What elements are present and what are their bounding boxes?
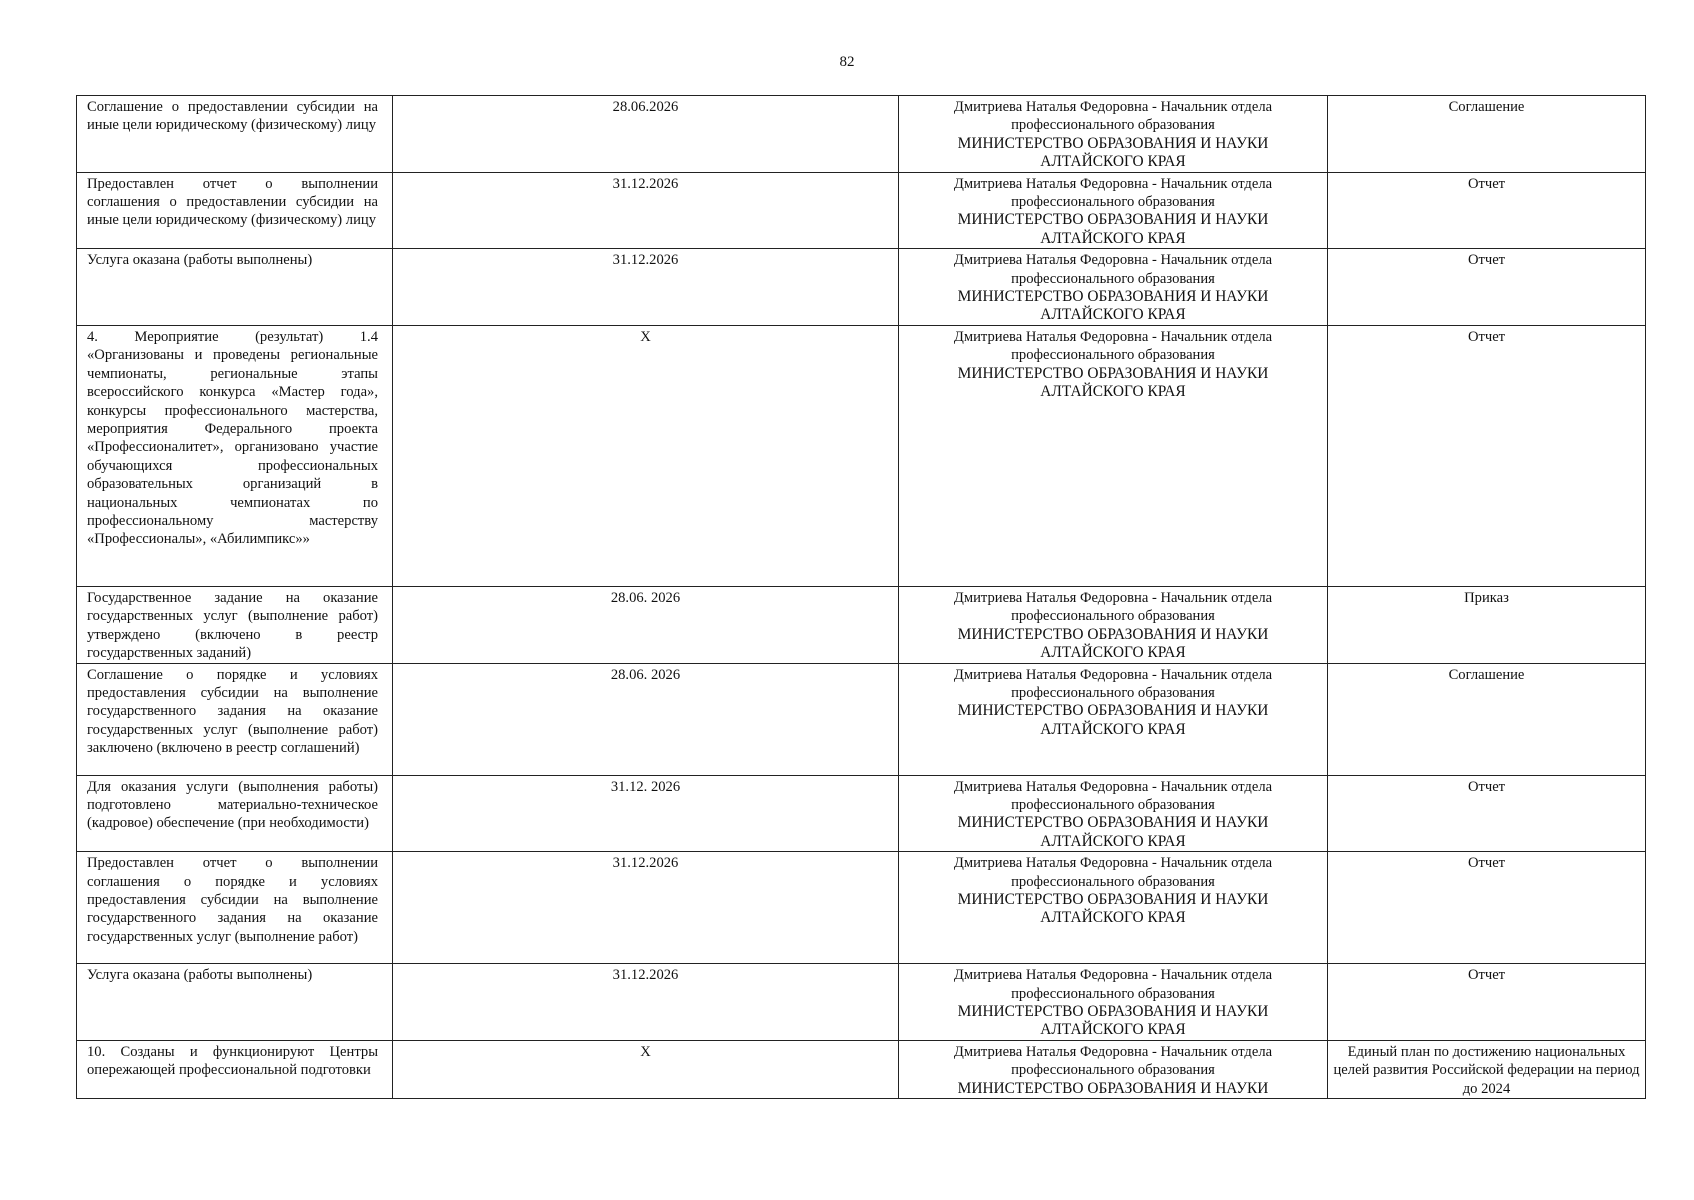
- date-cell: 28.06. 2026: [393, 586, 899, 663]
- responsible-organization: МИНИСТЕРСТВО ОБРАЗОВАНИЯ И НАУКИ: [957, 364, 1269, 382]
- description-cell: 10. Созданы и функционируют Центры опережающей профессиональной подготовки: [77, 1040, 393, 1098]
- responsible-region: АЛТАЙСКОГО КРАЯ: [1040, 644, 1186, 662]
- description-cell: Предоставлен отчет о выполнении соглашения о предоставлении субсидии на иные цели юридическому (физическому) лицу: [77, 172, 393, 249]
- description-cell: Соглашение о предоставлении субсидии на иные цели юридическому (физическому) лицу: [77, 96, 393, 173]
- date-cell: 28.06.2026: [393, 96, 899, 173]
- description-cell: Предоставлен отчет о выполнении соглашения о порядке и условиях предоставления субсидии на выполнение государственного задания на оказание государственных услуг (выполнение работ): [77, 852, 393, 964]
- responsible-department: профессионального образования: [1011, 608, 1215, 625]
- responsible-organization: МИНИСТЕРСТВО ОБРАЗОВАНИЯ И НАУКИ: [957, 134, 1269, 152]
- description-cell: 4. Мероприятие (результат) 1.4 «Организованы и проведены региональные чемпионаты, региональные этапы всероссийского конкурса «Мастер года», конкурсы профессионального мастерства, мероприятия Федерального проекта «Профессионалитет», организовано участие обучающихся профессиональных образовательных организаций в национальных чемпионатах по профессиональному мастерству «Профессионалы», «Абилимпикс»»: [77, 325, 393, 586]
- responsible-organization: МИНИСТЕРСТВО ОБРАЗОВАНИЯ И НАУКИ: [957, 702, 1269, 720]
- date-cell: 31.12.2026: [393, 964, 899, 1041]
- table-row: [77, 586, 1646, 663]
- responsible-cell: [899, 775, 1328, 852]
- responsible-department: профессионального образования: [1011, 347, 1215, 364]
- responsible-cell: [899, 586, 1328, 663]
- responsible-department: профессионального образования: [1011, 796, 1215, 813]
- responsible-organization: МИНИСТЕРСТВО ОБРАЗОВАНИЯ И НАУКИ: [957, 890, 1269, 908]
- responsible-region: АЛТАЙСКОГО КРАЯ: [1040, 383, 1186, 401]
- responsible-cell: [899, 1040, 1328, 1098]
- responsible-organization: МИНИСТЕРСТВО ОБРАЗОВАНИЯ И НАУКИ: [957, 1002, 1269, 1020]
- responsible-name: Дмитриева Наталья Федоровна - Начальник отдела: [953, 666, 1273, 683]
- responsible-region: АЛТАЙСКОГО КРАЯ: [1040, 832, 1186, 850]
- responsible-organization: МИНИСТЕРСТВО ОБРАЗОВАНИЯ И НАУКИ: [957, 1079, 1269, 1097]
- date-cell: 31.12.2026: [393, 249, 899, 326]
- document-cell: Отчет: [1328, 325, 1646, 586]
- responsible-name: Дмитриева Наталья Федоровна - Начальник отдела: [953, 589, 1273, 606]
- responsible-department: профессионального образования: [1011, 270, 1215, 287]
- responsible-name: Дмитриева Наталья Федоровна - Начальник отдела: [953, 328, 1273, 345]
- responsible-name: Дмитриева Наталья Федоровна - Начальник отдела: [953, 778, 1273, 795]
- document-cell: Соглашение: [1328, 663, 1646, 775]
- responsible-department: профессионального образования: [1011, 985, 1215, 1002]
- responsible-department: профессионального образования: [1011, 873, 1215, 890]
- responsible-cell: [899, 172, 1328, 249]
- responsible-name: Дмитриева Наталья Федоровна - Начальник отдела: [953, 1043, 1273, 1060]
- responsible-organization: МИНИСТЕРСТВО ОБРАЗОВАНИЯ И НАУКИ: [957, 211, 1269, 229]
- table-row: [77, 1040, 1646, 1098]
- responsible-name: Дмитриева Наталья Федоровна - Начальник отдела: [953, 252, 1273, 269]
- responsible-name: Дмитриева Наталья Федоровна - Начальник отдела: [953, 967, 1273, 984]
- date-cell: 28.06. 2026: [393, 663, 899, 775]
- responsible-cell: [899, 964, 1328, 1041]
- responsible-cell: [899, 663, 1328, 775]
- description-cell: Государственное задание на оказание государственных услуг (выполнение работ) утверждено (включено в реестр государственных заданий): [77, 586, 393, 663]
- responsible-cell: [899, 96, 1328, 173]
- date-cell: Х: [393, 1040, 899, 1098]
- responsible-region: АЛТАЙСКОГО КРАЯ: [1040, 229, 1186, 247]
- responsible-region: АЛТАЙСКОГО КРАЯ: [1040, 720, 1186, 738]
- table-row: [77, 663, 1646, 775]
- description-cell: Для оказания услуги (выполнения работы) подготовлено материально-техническое (кадровое) обеспечение (при необходимости): [77, 775, 393, 852]
- table-row: [77, 964, 1646, 1041]
- responsible-name: Дмитриева Наталья Федоровна - Начальник отдела: [953, 855, 1273, 872]
- page-number: 82: [839, 54, 855, 70]
- document-cell: Отчет: [1328, 852, 1646, 964]
- responsible-region: АЛТАЙСКОГО КРАЯ: [1040, 1021, 1186, 1039]
- description-cell: Услуга оказана (работы выполнены): [77, 249, 393, 326]
- description-cell: Услуга оказана (работы выполнены): [77, 964, 393, 1041]
- date-cell: 31.12.2026: [393, 172, 899, 249]
- responsible-cell: [899, 325, 1328, 586]
- table-row: [77, 775, 1646, 852]
- document-cell: Отчет: [1328, 964, 1646, 1041]
- activities-table: [76, 95, 1646, 1099]
- responsible-region: АЛТАЙСКОГО КРАЯ: [1040, 306, 1186, 324]
- date-cell: 31.12. 2026: [393, 775, 899, 852]
- description-cell: Соглашение о порядке и условиях предоставления субсидии на выполнение государственного задания на оказание государственных услуг (выполнение работ) заключено (включено в реестр соглашений): [77, 663, 393, 775]
- responsible-organization: МИНИСТЕРСТВО ОБРАЗОВАНИЯ И НАУКИ: [957, 814, 1269, 832]
- table-row: [77, 852, 1646, 964]
- table-row: [77, 96, 1646, 173]
- responsible-region: АЛТАЙСКОГО КРАЯ: [1040, 153, 1186, 171]
- date-cell: Х: [393, 325, 899, 586]
- responsible-region: АЛТАЙСКОГО КРАЯ: [1040, 909, 1186, 927]
- document-cell: Отчет: [1328, 249, 1646, 326]
- document-cell: Приказ: [1328, 586, 1646, 663]
- responsible-department: профессионального образования: [1011, 117, 1215, 134]
- responsible-name: Дмитриева Наталья Федоровна - Начальник отдела: [953, 175, 1273, 192]
- document-cell: Единый план по достижению национальных целей развития Российской федерации на период до 2024: [1328, 1040, 1646, 1098]
- table-row: [77, 172, 1646, 249]
- responsible-name: Дмитриева Наталья Федоровна - Начальник отдела: [953, 99, 1273, 115]
- responsible-department: профессионального образования: [1011, 1062, 1215, 1079]
- document-cell: Отчет: [1328, 172, 1646, 249]
- date-cell: 31.12.2026: [393, 852, 899, 964]
- table-row: [77, 325, 1646, 586]
- table-row: [77, 249, 1646, 326]
- document-cell: Отчет: [1328, 775, 1646, 852]
- responsible-organization: МИНИСТЕРСТВО ОБРАЗОВАНИЯ И НАУКИ: [957, 625, 1269, 643]
- responsible-department: профессионального образования: [1011, 684, 1215, 701]
- responsible-cell: [899, 249, 1328, 326]
- responsible-department: профессионального образования: [1011, 194, 1215, 211]
- responsible-organization: МИНИСТЕРСТВО ОБРАЗОВАНИЯ И НАУКИ: [957, 288, 1269, 306]
- responsible-cell: [899, 852, 1328, 964]
- document-cell: Соглашение: [1328, 96, 1646, 173]
